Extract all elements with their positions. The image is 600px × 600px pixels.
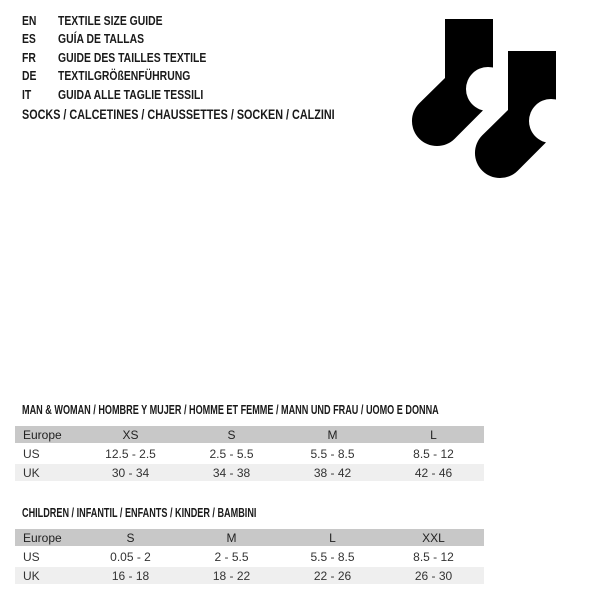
col-header-l: L (430, 427, 437, 442)
lang-label-de: TEXTILGRÖßENFÜHRUNG (58, 68, 191, 84)
col-header-l: L (329, 530, 336, 545)
table-row-us (15, 548, 484, 565)
lang-label-it: GUIDA ALLE TAGLIE TESSILI (58, 86, 204, 102)
size-value: 0.05 - 2 (110, 549, 151, 564)
lang-code-fr: FR (22, 49, 36, 65)
size-value: 5.5 - 8.5 (310, 446, 355, 461)
size-value: 2.5 - 5.5 (209, 446, 254, 461)
size-value: 16 - 18 (111, 568, 150, 583)
col-header-s: S (227, 427, 236, 442)
table-row-uk (15, 567, 484, 584)
col-header-m: M (327, 427, 338, 442)
size-value: 34 - 38 (212, 465, 251, 480)
size-value: 18 - 22 (212, 568, 251, 583)
language-row-de (22, 67, 243, 86)
lang-code-en: EN (22, 12, 37, 28)
size-value: 12.5 - 2.5 (105, 446, 156, 461)
size-table-children (15, 506, 484, 586)
col-header-xs: XS (122, 427, 139, 442)
lang-label-es: GUÍA DE TALLAS (58, 31, 145, 47)
language-row-fr (22, 48, 243, 67)
table-title-adult: MAN & WOMAN / HOMBRE Y MUJER / HOMME ET FEMME / MANN UND FRAU / UOMO E DONNA (22, 402, 439, 417)
lang-label-fr: GUIDE DES TAILLES TEXTILE (58, 49, 207, 65)
size-table-adult (15, 403, 484, 483)
category-line: SOCKS / CALCETINES / CHAUSSETTES / SOCKEN / CALZINI (22, 107, 335, 122)
table-title-children: CHILDREN / INFANTIL / ENFANTS / KINDER / BAMBINI (22, 505, 257, 520)
col-header-m: M (226, 530, 237, 545)
row-label-uk: UK (23, 465, 40, 480)
size-value: 22 - 26 (313, 568, 352, 583)
lang-code-es: ES (22, 31, 36, 47)
size-value: 8.5 - 12 (413, 549, 454, 564)
size-value: 38 - 42 (313, 465, 352, 480)
lang-label-en: TEXTILE SIZE GUIDE (58, 12, 163, 28)
col-header-xxl: XXL (422, 530, 445, 545)
row-label-uk: UK (23, 568, 40, 583)
lang-code-it: IT (22, 86, 32, 102)
size-value: 26 - 30 (414, 568, 453, 583)
size-value: 2 - 5.5 (214, 549, 249, 564)
language-row-en (22, 11, 243, 30)
size-value: 30 - 34 (111, 465, 150, 480)
size-value: 8.5 - 12 (413, 446, 454, 461)
table-header-row (15, 426, 484, 443)
size-value: 5.5 - 8.5 (310, 549, 355, 564)
table-header-row (15, 529, 484, 546)
socks-icon (400, 0, 600, 190)
col-header-s: S (126, 530, 135, 545)
row-label-us: US (23, 549, 40, 564)
lang-code-de: DE (22, 68, 37, 84)
language-row-it (22, 85, 243, 104)
language-legend (22, 11, 243, 104)
language-row-es (22, 30, 243, 49)
col-header-region: Europe (23, 427, 62, 442)
row-label-us: US (23, 446, 40, 461)
col-header-region: Europe (23, 530, 62, 545)
table-row-us (15, 445, 484, 462)
size-value: 42 - 46 (414, 465, 453, 480)
table-row-uk (15, 464, 484, 481)
